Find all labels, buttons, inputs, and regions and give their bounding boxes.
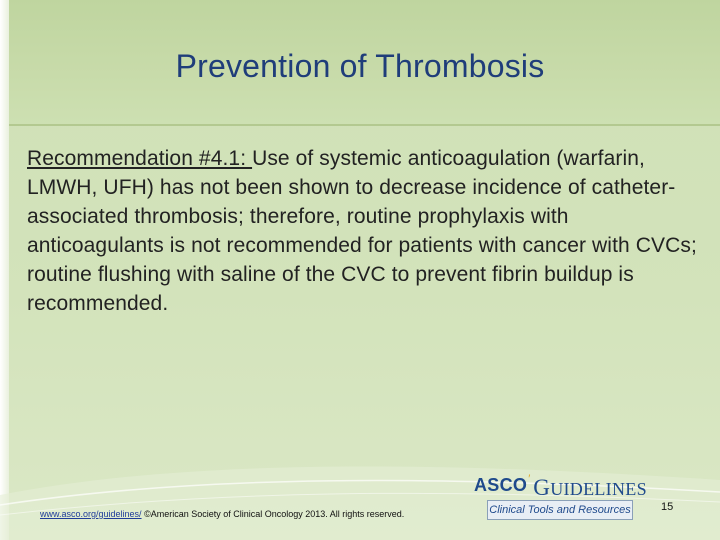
asco-guidelines-logo — [474, 473, 647, 523]
logo-accent-icon: ′ — [528, 473, 531, 485]
recommendation-text: Use of systemic anticoagulation (warfarin, LMWH, UFH) has not been shown to decrease incidence of catheter-associated thrombosis; therefore, routine prophylaxis with anticoagulants is not recommended for patients with cancer with CVCs; routine flushing with saline of the CVC to prevent fibrin buildup is recommended. — [27, 147, 697, 315]
logo-asco-text: ASCO — [474, 475, 528, 495]
page-number: 15 — [661, 501, 674, 513]
recommendation-body — [27, 144, 707, 318]
logo-guidelines-text — [533, 475, 647, 500]
title-divider — [9, 124, 720, 126]
guidelines-link[interactable]: www.asco.org/guidelines/ — [40, 509, 142, 519]
recommendation-label: Recommendation #4.1: — [27, 147, 253, 170]
footer — [40, 509, 404, 519]
logo-guidelines-rest: UIDELINES — [550, 479, 647, 499]
logo-tagline: Clinical Tools and Resources — [487, 500, 633, 520]
logo-wordmark — [474, 473, 647, 500]
slide-title: Prevention of Thrombosis — [175, 48, 545, 84]
copyright-text: ©American Society of Clinical Oncology 2013. All rights reserved. — [141, 509, 405, 519]
logo-guidelines-initial: G — [533, 475, 551, 500]
